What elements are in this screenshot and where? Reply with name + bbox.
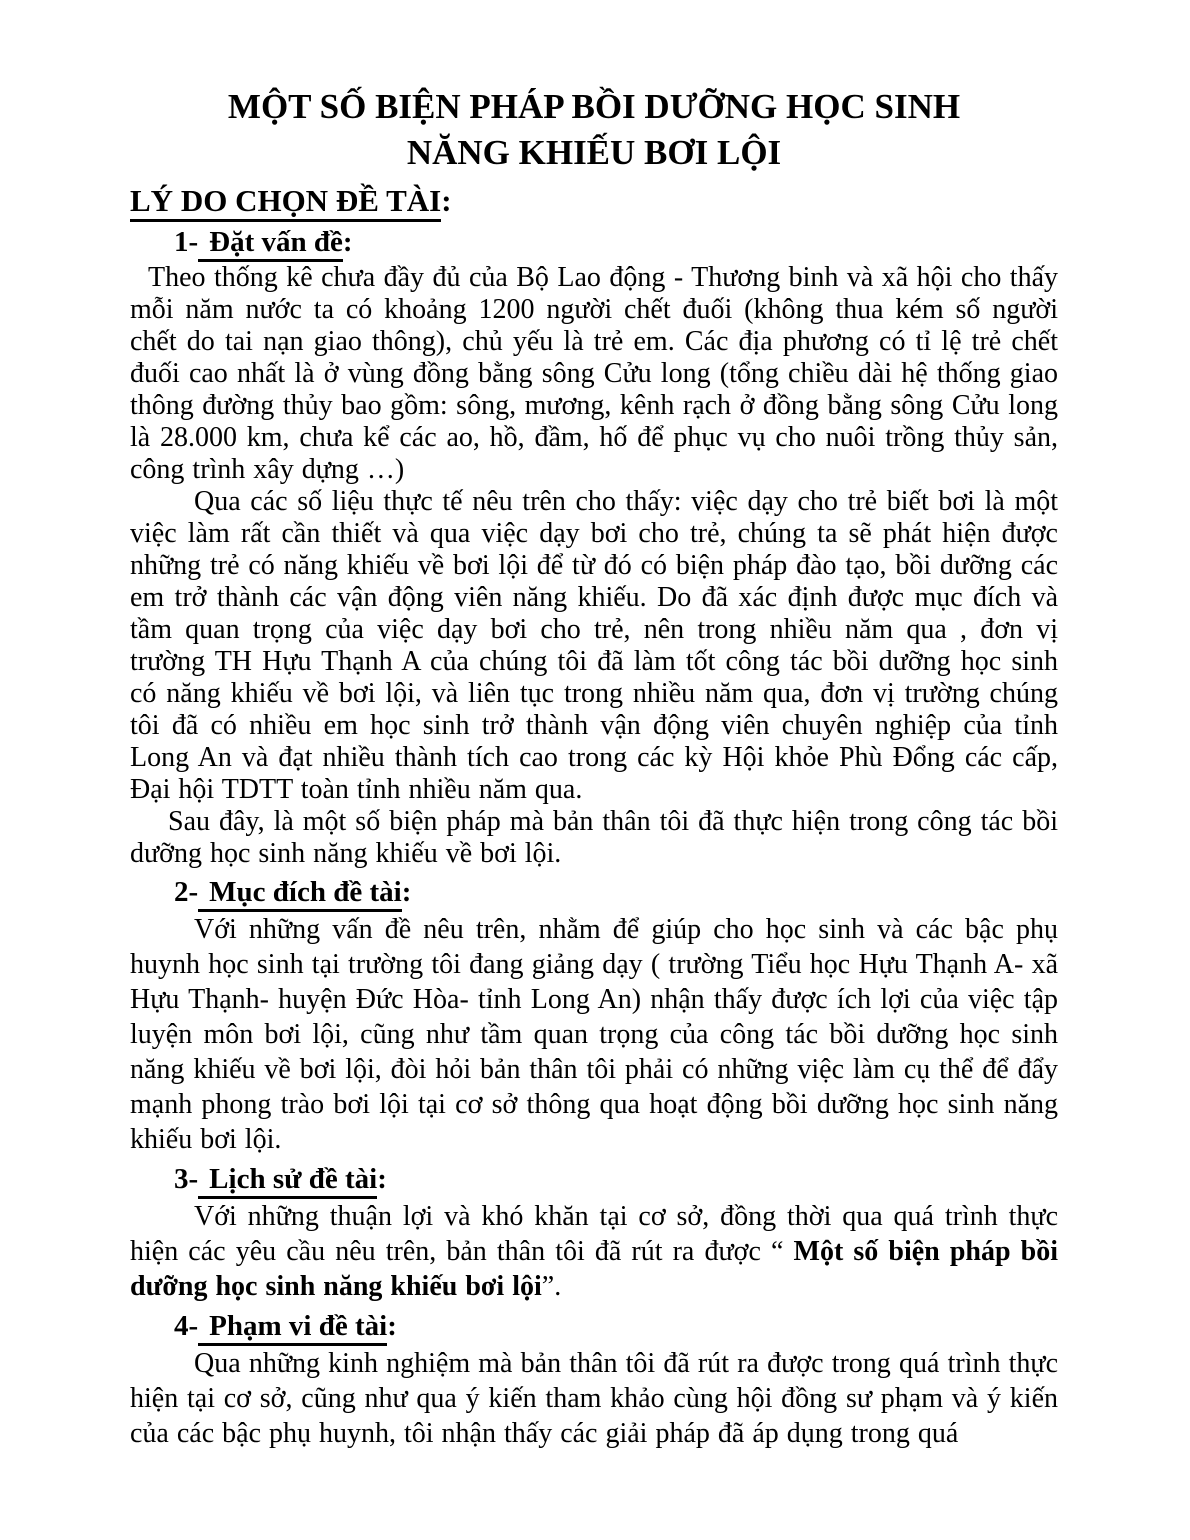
document-content [130, 84, 1058, 1451]
section-3-number: 3- [174, 1163, 199, 1195]
section-1-colon: : [342, 226, 353, 258]
section-2-colon: : [401, 876, 412, 908]
paragraph-history-post: ”. [541, 1271, 562, 1302]
section-3-title: Lịch sử đề tài [198, 1163, 377, 1199]
section-4-number: 4- [174, 1310, 199, 1342]
section-3-colon: : [377, 1163, 387, 1195]
main-heading-text: LÝ DO CHỌN ĐỀ TÀI [130, 183, 441, 222]
main-heading-colon: : [441, 183, 452, 218]
paragraph-data-conclusion: Qua các số liệu thực tế nêu trên cho thấy: việc dạy cho trẻ biết bơi là một việc làm rất cần thiết và qua việc dạy bơi cho trẻ, chúng ta sẽ phát hiện được những trẻ có năng khiếu về bơi lội để từ đó có biện pháp đào tạo, bồi dưỡng các em trở thành các vận động viên năng khiếu. Do đã xác định được mục đích và tầm quan trọng của việc dạy bơi cho trẻ, nên trong nhiều năm qua , đơn vị trường TH Hựu Thạnh A của chúng tôi đã làm tốt công tác bồi dưỡng học sinh có năng khiếu về bơi lội, và liên tục trong nhiều năm qua, đơn vị trường chúng tôi đã có nhiều em học sinh trở thành vận động viên chuyên nghiệp của tỉnh Long An và đạt nhiều thành tích cao trong các kỳ Hội khỏe Phù Đổng các cấp, Đại hội TDTT toàn tỉnh nhiều năm qua. [130, 486, 1058, 805]
paragraph-measures-intro: Sau đây, là một số biện pháp mà bản thân tôi đã thực hiện trong công tác bồi dưỡng học sinh năng khiếu về bơi lội. [130, 806, 1058, 869]
section-4-title: Phạm vi đề tài [198, 1310, 387, 1346]
paragraph-intro-statistics: Theo thống kê chưa đầy đủ của Bộ Lao động - Thương binh và xã hội cho thấy mỗi năm nước ta có khoảng 1200 người chết đuối (không thua kém số người chết do tai nạn giao thông), chủ yếu là trẻ em. Các địa phương có tỉ lệ trẻ chết đuối cao nhất là ở vùng đồng bằng sông Cửu long (tổng chiều dài hệ thống giao thông đường thủy bao gồm: sông, mương, kênh rạch ở đồng bằng sông Cửu long là 28.000 km, chưa kể các ao, hồ, đầm, hố để phục vụ cho nuôi trồng thủy sản, công trình xây dựng …) [130, 262, 1058, 485]
paragraph-scope: Qua những kinh nghiệm mà bản thân tôi đã rút ra được trong quá trình thực hiện tại cơ sở, cũng như qua ý kiến tham khảo cùng hội đồng sư phạm và ý kiến của các bậc phụ huynh, tôi nhận thấy các giải pháp đã áp dụng trong quá [130, 1348, 1058, 1449]
paragraph-history-quoted-title: Một số biện pháp bồi dưỡng học sinh năng khiếu bơi lội [130, 1236, 1059, 1302]
paragraph-purpose: Với những vấn đề nêu trên, nhằm để giúp cho học sinh và các bậc phụ huynh học sinh tại trường tôi đang giảng dạy ( trường Tiểu học Hựu Thạnh A- xã Hựu Thạnh- huyện Đức Hòa- tỉnh Long An) nhận thấy được ích lợi của việc tập luyện môn bơi lội, cũng như tầm quan trọng của công tác bồi dưỡng học sinh năng khiếu về bơi lội, đòi hỏi bản thân tôi phải có những việc làm cụ thể để đẩy mạnh phong trào bơi lội tại cơ sở thông qua hoạt động bồi dưỡng học sinh năng khiếu bơi lội. [130, 914, 1058, 1155]
paragraph-history [130, 1199, 1058, 1304]
main-heading [130, 182, 1058, 220]
document-title [130, 84, 1058, 176]
section-heading-1 [174, 224, 1058, 260]
title-line-1: MỘT SỐ BIỆN PHÁP BỒI DƯỠNG HỌC SINH [227, 87, 961, 126]
section-1-number: 1- [174, 226, 199, 258]
section-1-title: Đặt vấn đề [198, 226, 343, 262]
section-heading-2 [174, 874, 1058, 910]
section-2-title: Mục đích đề tài [198, 876, 402, 912]
section-2-number: 2- [174, 876, 199, 908]
title-line-2: NĂNG KHIẾU BƠI LỘI [406, 133, 782, 172]
paragraph-history-pre: Với những thuận lợi và khó khăn tại cơ sở, đồng thời qua quá trình thực hiện các yêu cầu nêu trên, bản thân tôi đã rút ra được “ [130, 1201, 1058, 1267]
section-heading-3 [174, 1161, 1058, 1197]
section-4-colon: : [387, 1310, 397, 1342]
section-heading-4 [174, 1308, 1058, 1344]
